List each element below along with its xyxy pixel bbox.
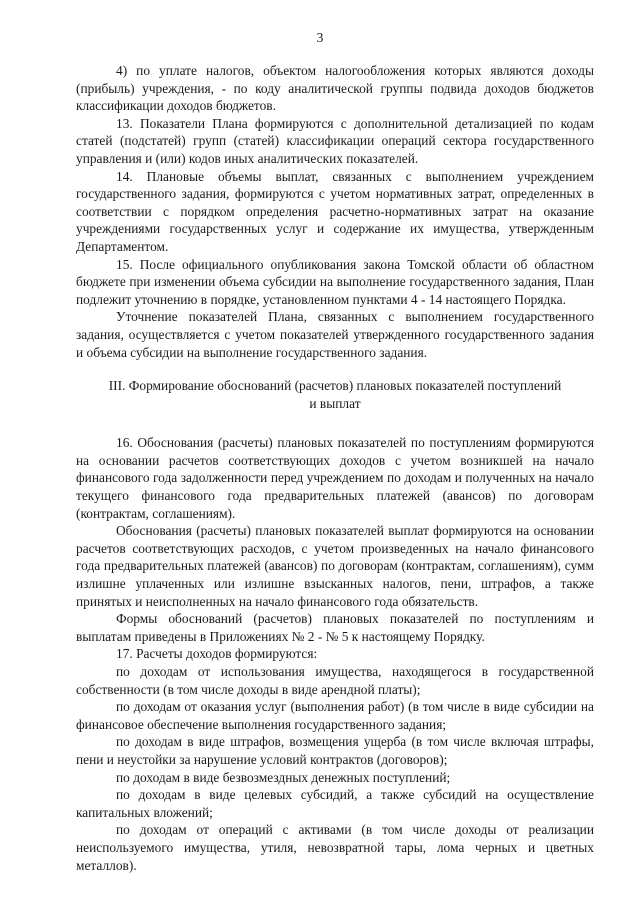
paragraph-17-gratuitous-income: по доходам в виде безвозмездных денежных поступлений;	[116, 769, 451, 785]
paragraph-17-property-income: по доходам от использования имущества, находящегося в государственной собственности (в том числе доходы в виде арендной платы);	[76, 664, 594, 697]
section-heading-3: III. Формирование обоснований (расчетов) плановых показателей поступлений и выплат	[108, 378, 562, 411]
document-body	[76, 62, 594, 874]
paragraph-16-payments: Обоснования (расчеты) плановых показателей выплат формируются на основании расчетов соответствующих расходов, с учетом произведенных на начало финансового года предварительных платежей (авансов) по договорам (контрактам, соглашениям), сумм излишне уплаченных или излишне взысканных налогов, пени, штрафов, а также принятых и неисполненных на начало финансового года обязательств.	[76, 523, 594, 609]
paragraph-13: 13. Показатели Плана формируются с дополнительной детализацией по кодам статей (подстатей) групп (статей) классификации операций сектора государственного управления и (или) кодов иных аналитических показателей.	[76, 115, 594, 166]
paragraph-16: 16. Обоснования (расчеты) плановых показателей по поступлениям формируются на основании расчетов соответствующих доходов с учетом возникшей на начало финансового года задолженности перед учреждением по доходам и полученных на начало текущего финансового года предварительных платежей (авансов) по договорам (контрактам, соглашениям).	[76, 435, 594, 521]
paragraph-4-taxes: 4) по уплате налогов, объектом налогообложения которых являются доходы (прибыль) учреждения, - по коду аналитической группы подвида доходов бюджетов классификации доходов бюджетов.	[76, 63, 594, 114]
paragraph-15-clarification: Уточнение показателей Плана, связанных с выполнением государственного задания, осуществляется с учетом показателей утвержденного государственного задания и объема субсидии на выполнение государственного задания.	[76, 309, 594, 360]
paragraph-17: 17. Расчеты доходов формируются:	[116, 646, 318, 662]
paragraph-17-subsidies-income: по доходам в виде целевых субсидий, а также субсидий на осуществление капитальных вложений;	[76, 787, 594, 820]
page-number: 3	[316, 30, 324, 45]
paragraph-15: 15. После официального опубликования закона Томской области об областном бюджете при изменении объема субсидии на выполнение государственного задания, План подлежит уточнению в порядке, установленном пунктами 4 - 14 настоящего Порядка.	[76, 256, 594, 307]
paragraph-17-services-income: по доходам от оказания услуг (выполнения работ) (в том числе в виде субсидии на финансовое обеспечение выполнения государственного задания;	[76, 699, 594, 732]
paragraph-16-forms: Формы обоснований (расчетов) плановых показателей по поступлениям и выплатам приведены в Приложениях № 2 - № 5 к настоящему Порядку.	[76, 611, 594, 644]
paragraph-17-fines-income: по доходам в виде штрафов, возмещения ущерба (в том числе включая штрафы, пени и неустойки за нарушение условий контрактов (договоров);	[76, 734, 594, 767]
paragraph-17-assets-income: по доходам от операций с активами (в том числе доходы от реализации неиспользуемого имущества, утиля, невозвратной тары, лома черных и цветных металлов).	[76, 822, 594, 873]
paragraph-14: 14. Плановые объемы выплат, связанных с выполнением учреждением государственного задания, формируются с учетом нормативных затрат, определенных в соответствии с порядком определения расчетно-нормативных затрат на оказание учреждениями государственных услуг и содержание их имущества, утвержденным Департаментом.	[76, 168, 594, 254]
